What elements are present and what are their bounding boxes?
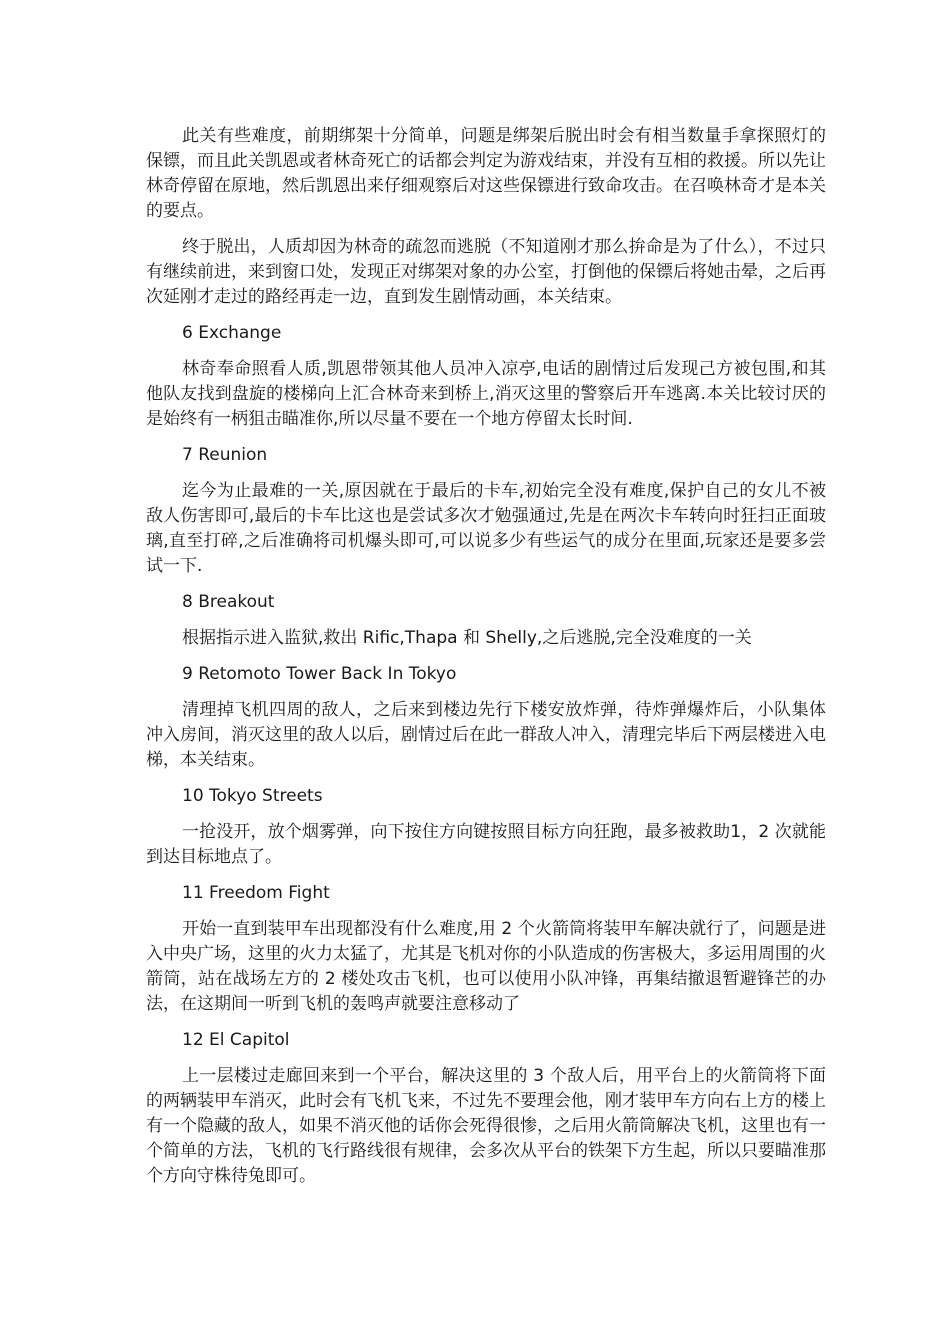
paragraph-reunion: 迄今为止最难的一关,原因就在于最后的卡车,初始完全没有难度,保护自己的女儿不被敌人伤害即可,最后的卡车比这也是尝试多次才勉强通过,先是在两次卡车转向时狂扫正面玻璃,直至打碎,之后准确将司机爆头即可,可以说多少有些运气的成分在里面,玩家还是要多尝试一下.: [146, 481, 826, 576]
paragraph-tokyo-streets: 一抢没开，放个烟雾弹，向下按住方向键按照目标方向狂跑，最多被救助1，2 次就能到达目标地点了。: [146, 822, 826, 867]
document-page: [146, 124, 826, 1200]
paragraph-el-capitol: 上一层楼过走廊回来到一个平台，解决这里的 3 个敌人后，用平台上的火箭筒将下面的两辆装甲车消灭，此时会有飞机飞来，不过先不要理会他，刚才装甲车方向右上方的楼上有一个隐藏的敌人，如果不消灭他的话你会死得很惨，之后用火箭筒解决飞机，这里也有一个简单的方法，飞机的飞行路线很有规律，会多次从平台的铁架下方生起，所以只要瞄准那个方向守株待兔即可。: [146, 1066, 826, 1186]
heading-7-reunion: 7 Reunion: [182, 445, 268, 465]
paragraph-retomoto-tower: 清理掉飞机四周的敌人，之后来到楼边先行下楼安放炸弹，待炸弹爆炸后，小队集体冲入房间，消灭这里的敌人以后，剧情过后在此一群敌人冲入，清理完毕后下两层楼进入电梯，本关结束。: [146, 700, 826, 770]
paragraph-exchange: 林奇奉命照看人质,凯恩带领其他人员冲入凉亭,电话的剧情过后发现己方被包围,和其他队友找到盘旋的楼梯向上汇合林奇来到桥上,消灭这里的警察后开车逃离.本关比较讨厌的是始终有一柄狙击瞄准你,所以尽量不要在一个地方停留太长时间.: [146, 359, 826, 429]
heading-6-exchange: 6 Exchange: [182, 323, 282, 343]
paragraph-intro-2: 终于脱出，人质却因为林奇的疏忽而逃脱（不知道刚才那么拚命是为了什么），不过只有继续前进，来到窗口处，发现正对绑架对象的办公室，打倒他的保镖后将她击晕，之后再次延刚才走过的路经再走一边，直到发生剧情动画，本关结束。: [146, 237, 826, 307]
paragraph-intro-1: 此关有些难度，前期绑架十分简单，问题是绑架后脱出时会有相当数量手拿探照灯的保镖，而且此关凯恩或者林奇死亡的话都会判定为游戏结束，并没有互相的救援。所以先让林奇停留在原地，然后凯恩出来仔细观察后对这些保镖进行致命攻击。在召唤林奇才是本关的要点。: [146, 126, 826, 221]
heading-9-retomoto-tower: 9 Retomoto Tower Back In Tokyo: [182, 664, 457, 684]
heading-11-freedom-fight: 11 Freedom Fight: [182, 883, 330, 903]
heading-12-el-capitol: 12 El Capitol: [182, 1030, 290, 1050]
heading-10-tokyo-streets: 10 Tokyo Streets: [182, 786, 323, 806]
paragraph-freedom-fight: 开始一直到装甲车出现都没有什么难度,用 2 个火箭筒将装甲车解决就行了，问题是进入中央广场，这里的火力太猛了，尤其是飞机对你的小队造成的伤害极大，多运用周围的火箭筒，站在战场左方的 2 楼处攻击飞机，也可以使用小队冲锋，再集结撤退暂避锋芒的办法，在这期间一听到飞机的轰鸣声就要注意移动了: [146, 919, 826, 1014]
paragraph-breakout: 根据指示进入监狱,救出 Rific,Thapa 和 Shelly,之后逃脱,完全没难度的一关: [182, 628, 752, 648]
heading-8-breakout: 8 Breakout: [182, 592, 275, 612]
